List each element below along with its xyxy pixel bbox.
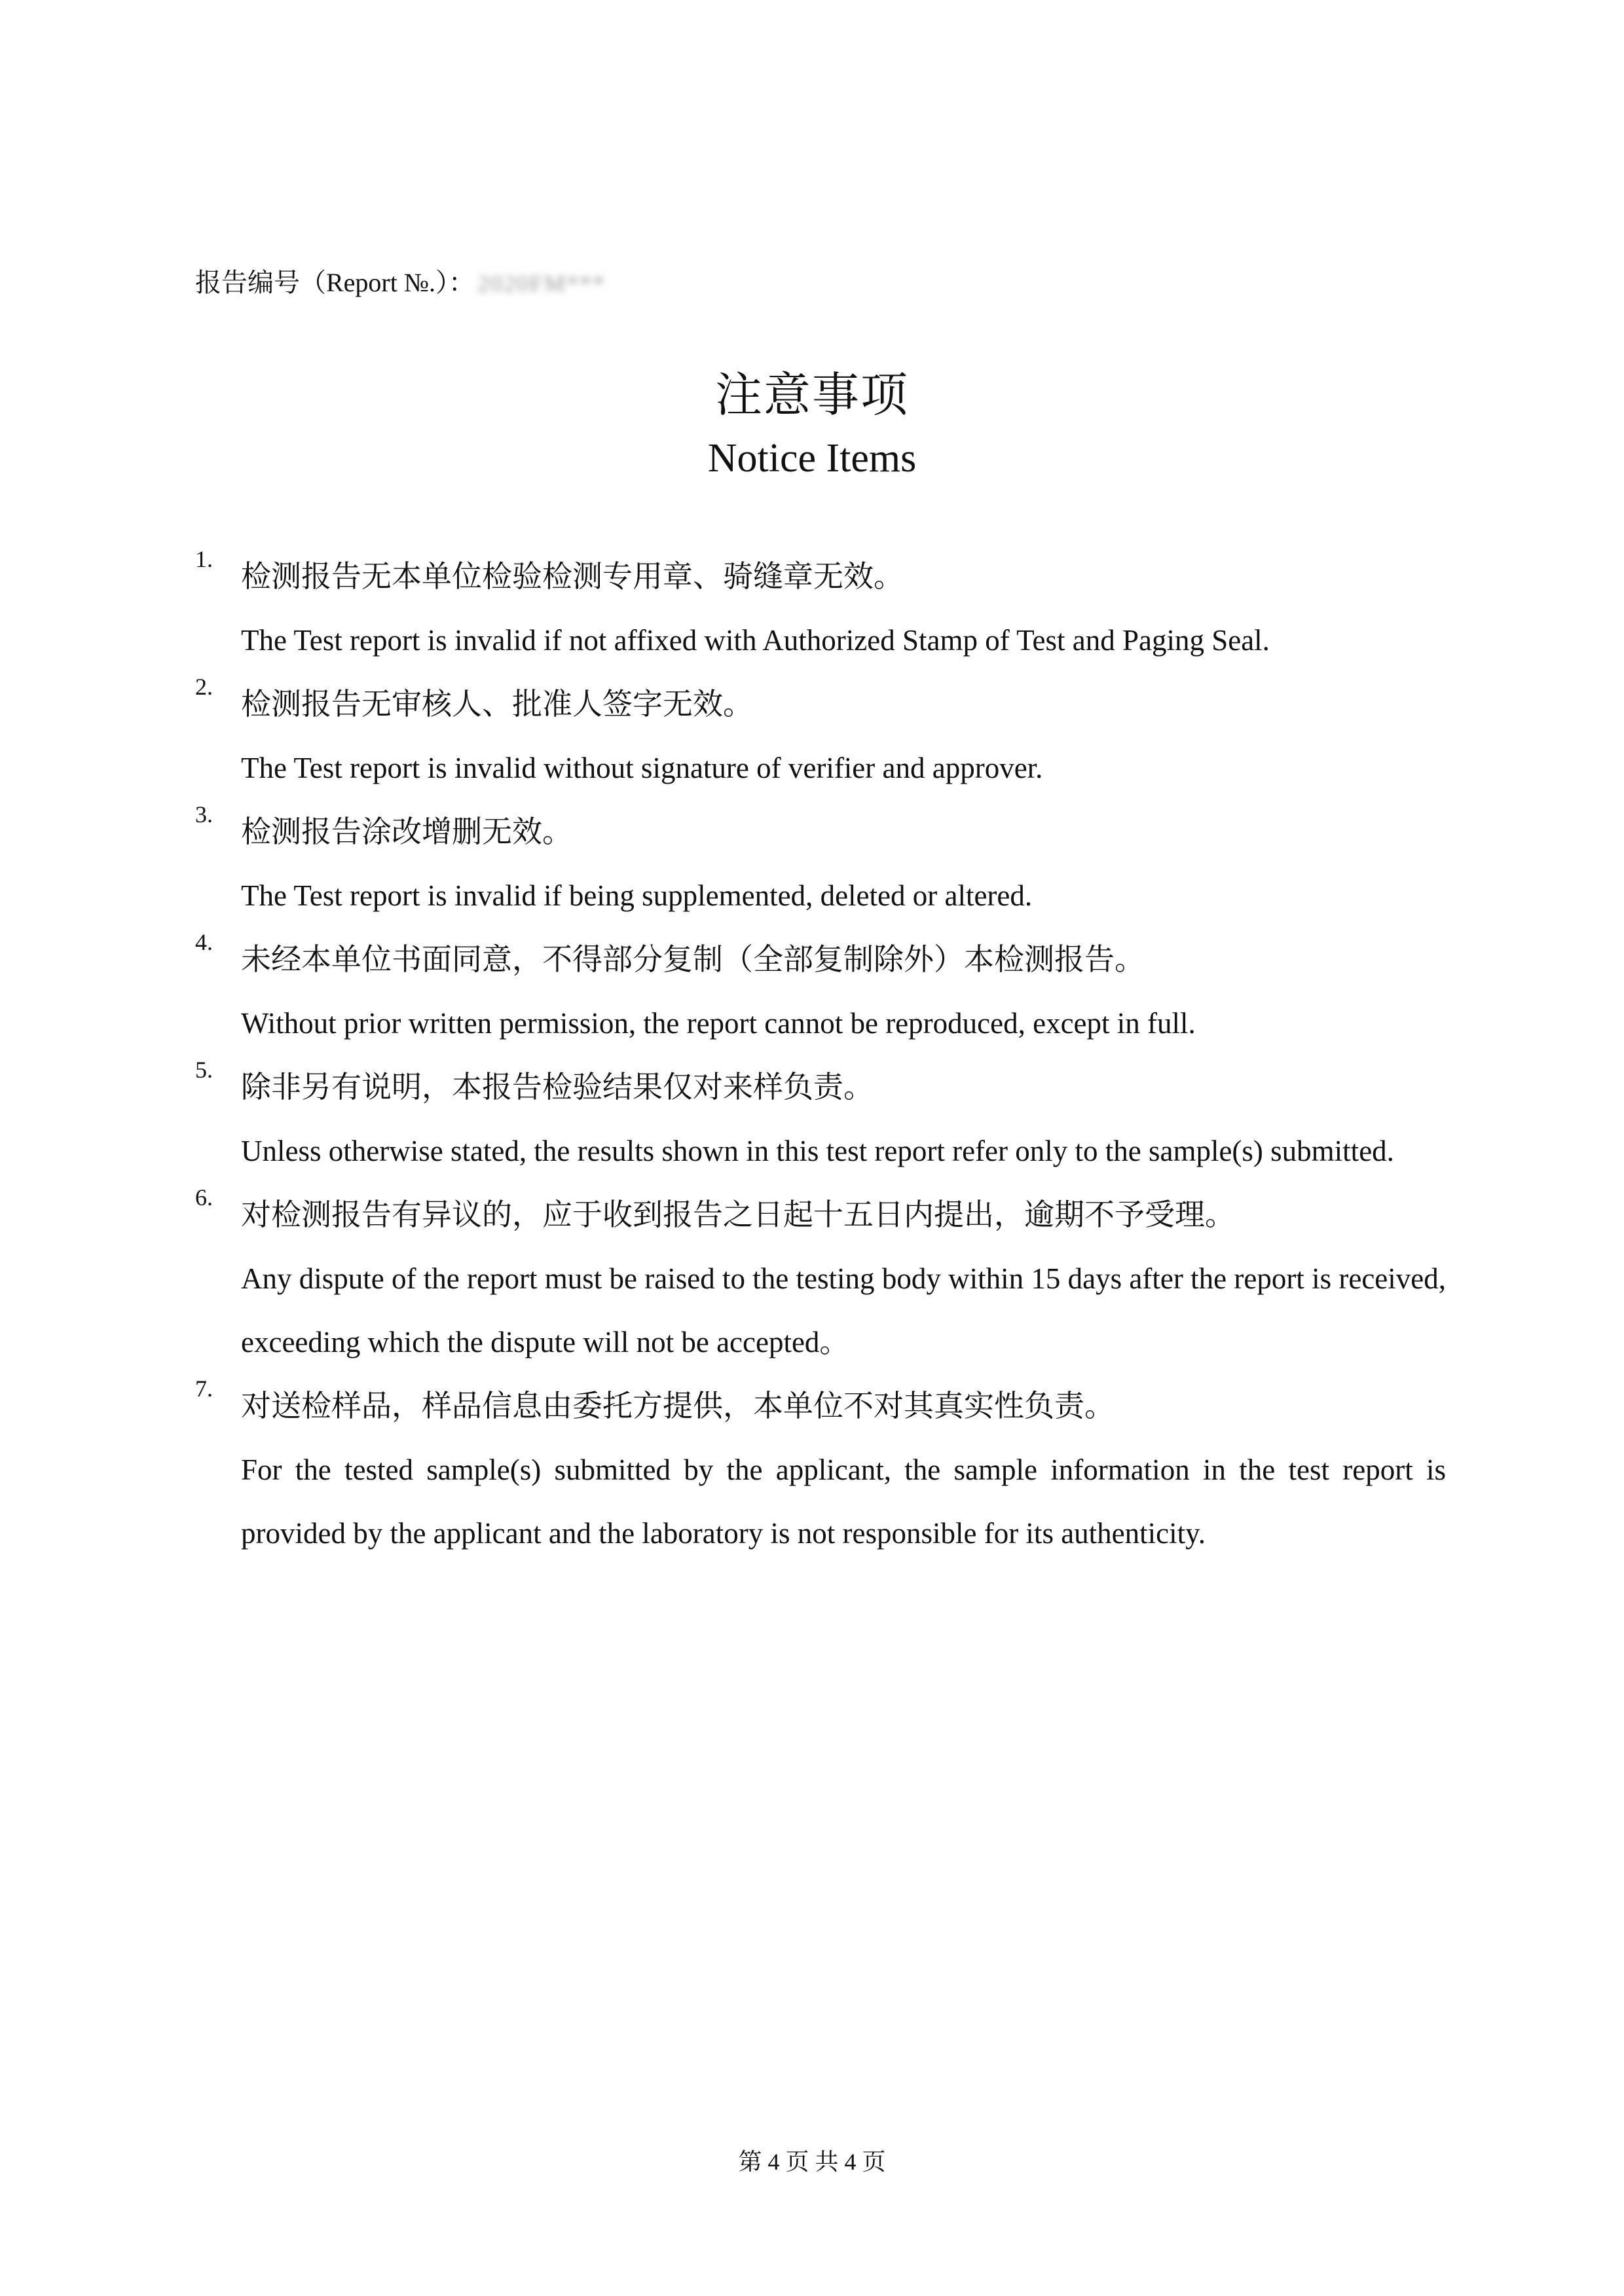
notice-number: 6.: [195, 1184, 213, 1211]
report-number-label: 报告编号（Report №.）：: [195, 268, 475, 297]
notice-text-chinese: 检测报告无审核人、批准人签字无效。: [241, 687, 753, 721]
notice-item: [0, 1374, 1624, 1565]
notice-number: 4.: [195, 929, 213, 955]
notice-item: [0, 1055, 1624, 1183]
notice-item: [0, 1183, 1624, 1374]
notice-text-english: For the tested sample(s) submitted by the applicant, the sample information in the test report is provided by the applicant and the laboratory is not responsible for its authenticity.: [241, 1453, 1446, 1550]
notice-item: [0, 672, 1624, 800]
page-title-chinese: 注意事项: [714, 369, 909, 422]
notice-text-chinese: 未经本单位书面同意，不得部分复制（全部复制除外）本检测报告。: [241, 943, 1145, 976]
notice-text-chinese: 除非另有说明，本报告检验结果仅对来样负责。: [241, 1070, 874, 1104]
notice-number: 5.: [195, 1057, 213, 1083]
notice-number: 7.: [195, 1376, 213, 1402]
page-number-footer: 第 4 页 共 4 页: [738, 2149, 886, 2175]
notice-text-chinese: 检测报告涂改增删无效。: [241, 815, 572, 848]
notice-text-english: Unless otherwise stated, the results shown in this test report refer only to the sample(s) submitted.: [241, 1135, 1394, 1167]
notice-item: [0, 800, 1624, 928]
notice-text-english: The Test report is invalid if being supplemented, deleted or altered.: [241, 879, 1033, 912]
notice-text-english: The Test report is invalid if not affixed with Authorized Stamp of Test and Paging Seal.: [241, 624, 1270, 657]
notice-text-chinese: 对送检样品，样品信息由委托方提供，本单位不对其真实性负责。: [241, 1389, 1115, 1423]
notice-text-chinese: 对检测报告有异议的，应于收到报告之日起十五日内提出，逾期不予受理。: [241, 1198, 1235, 1231]
report-number-value: 2020FM***: [477, 270, 606, 297]
notice-text-chinese: 检测报告无本单位检验检测专用章、骑缝章无效。: [241, 560, 904, 593]
notice-item: [0, 545, 1624, 672]
notice-item: [0, 928, 1624, 1055]
notice-text-english: Any dispute of the report must be raised to the testing body within 15 days after the report is received, exceeding which the dispute will not be accepted。: [241, 1262, 1446, 1358]
notice-text-english: Without prior written permission, the report cannot be reproduced, except in full.: [241, 1007, 1196, 1040]
notice-text-english: The Test report is invalid without signature of verifier and approver.: [241, 752, 1043, 784]
notice-number: 1.: [195, 546, 213, 572]
report-number-line: [195, 264, 606, 302]
page-title-english: Notice Items: [707, 436, 917, 481]
notice-list: [0, 545, 1624, 1565]
notice-number: 2.: [195, 674, 213, 700]
notice-number: 3.: [195, 801, 213, 828]
